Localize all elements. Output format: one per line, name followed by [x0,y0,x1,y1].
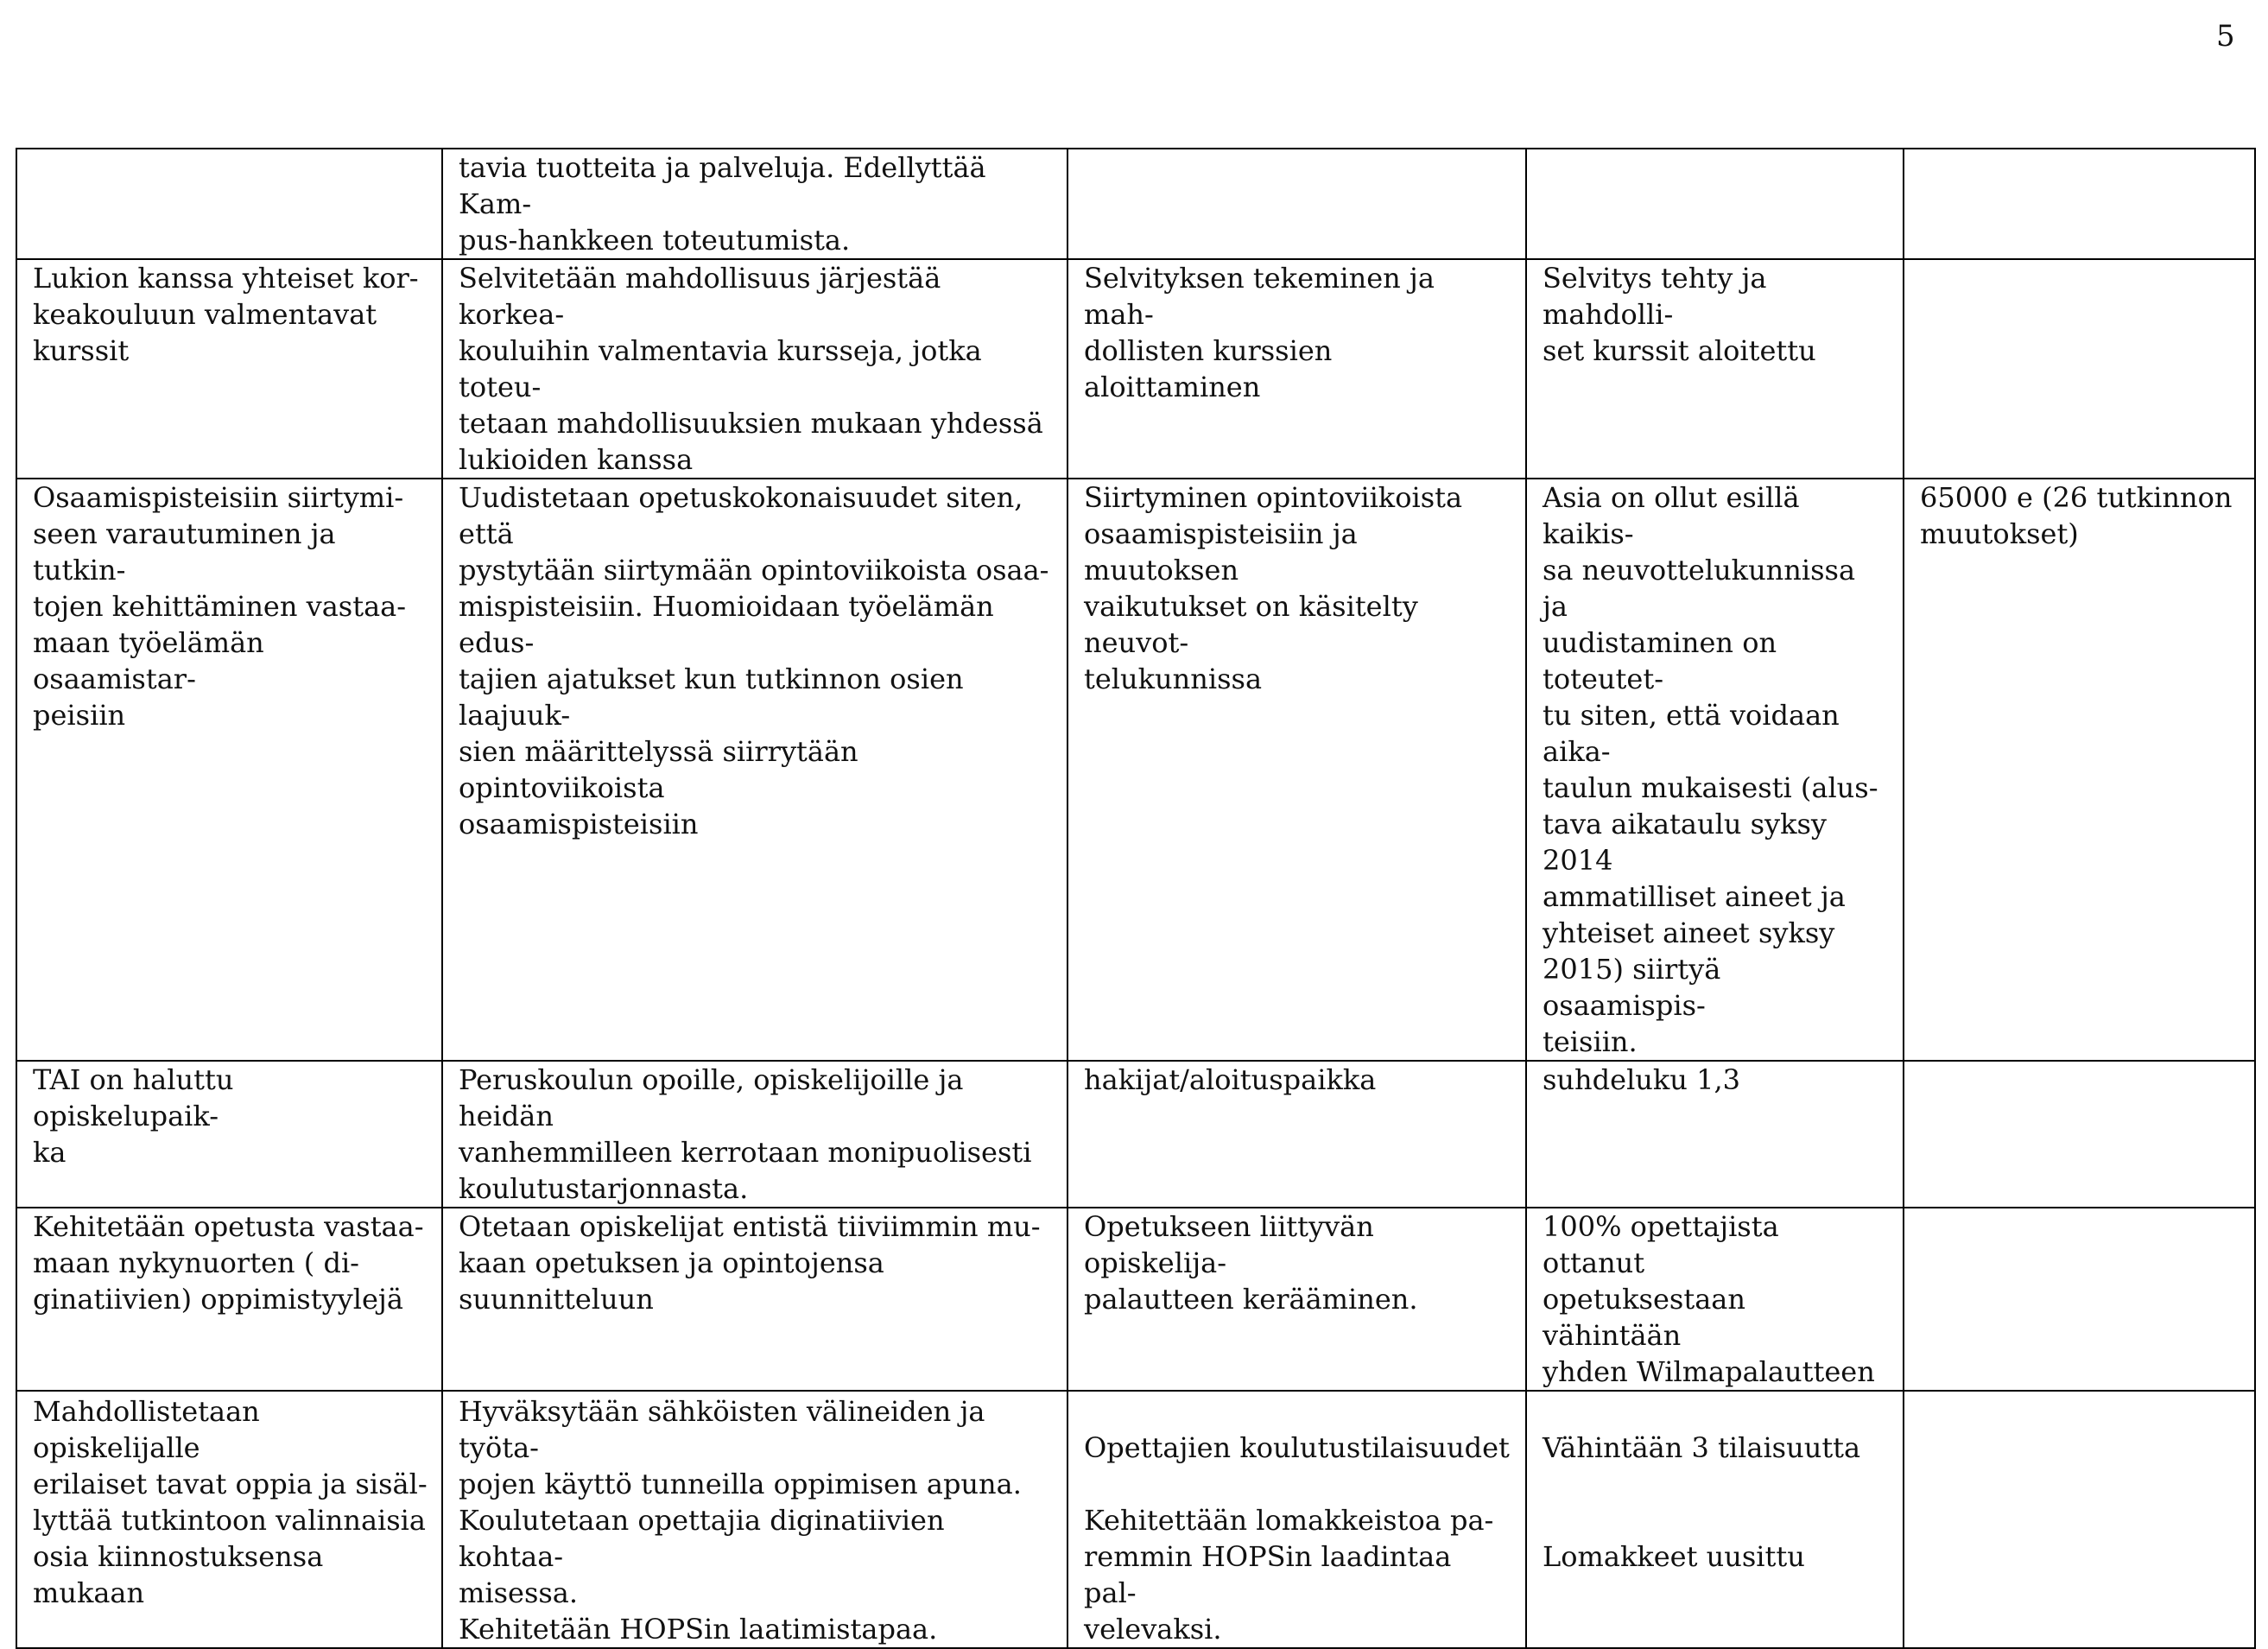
table-row [16,149,2255,259]
result-cell: Asia on ollut esillä kaikis- sa neuvottelukunnissa ja uudistaminen on toteutet- tu siten, että voidaan aika- taulun mukaisesti (alus- tava aikataulu syksy 2014 ammatilliset aineet ja yhteiset aineet syksy 2015) siirtyä osaamispis- teisiin. [1526,479,1904,1061]
indicator-cell: Siirtyminen opintoviikoista osaamispisteisiin ja muutoksen vaikutukset on käsitelty neuvot- telukunnissa [1067,479,1526,1061]
cost-cell: 65000 e (26 tutkinnon muutokset) [1904,479,2255,1061]
table-row [16,259,2255,479]
page-number: 5 [2216,19,2235,54]
result-cell: 100% opettajista ottanut opetuksestaan vähintään yhden Wilmapalautteen [1526,1208,1904,1391]
goal-cell: Osaamispisteisiin siirtymi- seen varautuminen ja tutkin- tojen kehittäminen vastaa- maan työelämän osaamistar- peisiin [16,479,442,1061]
result-cell: suhdeluku 1,3 [1526,1061,1904,1208]
action-cell: Uudistetaan opetuskokonaisuudet siten, että pystytään siirtymään opintoviikoista osaa- mispisteisiin. Huomioidaan työelämän edus- tajien ajatukset kun tutkinnon osien laajuuk- sien määrittelyssä siirrytään opintoviikoista osaamispisteisiin [442,479,1067,1061]
action-cell: Selvitetään mahdollisuus järjestää korkea- kouluihin valmentavia kursseja, jotka toteu- tetaan mahdollisuuksien mukaan yhdessä lukioiden kanssa [442,259,1067,479]
indicator-cell: Opetukseen liittyvän opiskelija- palautteen kerääminen. [1067,1208,1526,1391]
table-row [16,1391,2255,1648]
action-cell: tavia tuotteita ja palveluja. Edellyttää Kam- pus-hankkeen toteutumista. [442,149,1067,259]
result-cell: Selvitys tehty ja mahdolli- set kurssit aloitettu [1526,259,1904,479]
cost-cell [1904,149,2255,259]
result-cell [1526,149,1904,259]
action-cell: Hyväksytään sähköisten välineiden ja työta- pojen käyttö tunneilla oppimisen apuna. Koulutetaan opettajia diginatiivien kohtaa- misessa. Kehitetään HOPSin laatimistapaa. [442,1391,1067,1648]
indicator-cell: Selvityksen tekeminen ja mah- dollisten kurssien aloittaminen [1067,259,1526,479]
goal-cell: Mahdollistetaan opiskelijalle erilaiset tavat oppia ja sisäl- lyttää tutkintoon valinnaisia osia kiinnostuksensa mukaan [16,1391,442,1648]
goal-cell: Kehitetään opetusta vastaa- maan nykynuorten ( di- ginatiivien) oppimistyylejä [16,1208,442,1391]
cost-cell [1904,1061,2255,1208]
indicator-cell: hakijat/aloituspaikka [1067,1061,1526,1208]
result-cell: Vähintään 3 tilaisuutta Lomakkeet uusittu [1526,1391,1904,1648]
action-cell: Peruskoulun opoille, opiskelijoille ja heidän vanhemmilleen kerrotaan monipuolisesti koulutustarjonnasta. [442,1061,1067,1208]
indicator-cell: Opettajien koulutustilaisuudet Kehitettään lomakkeistoa pa- remmin HOPSin laadintaa pal- velevaksi. [1067,1391,1526,1648]
action-cell: Otetaan opiskelijat entistä tiiviimmin mu- kaan opetuksen ja opintojensa suunnitteluun [442,1208,1067,1391]
goal-cell: Lukion kanssa yhteiset kor- keakouluun valmentavat kurssit [16,259,442,479]
indicator-cell [1067,149,1526,259]
table-row [16,1061,2255,1208]
cost-cell [1904,1208,2255,1391]
goal-cell [16,149,442,259]
cost-cell [1904,259,2255,479]
goal-cell: TAI on haluttu opiskelupaik- ka [16,1061,442,1208]
table-row [16,479,2255,1061]
development-plan-table [16,148,2256,1649]
table-row [16,1208,2255,1391]
cost-cell [1904,1391,2255,1648]
